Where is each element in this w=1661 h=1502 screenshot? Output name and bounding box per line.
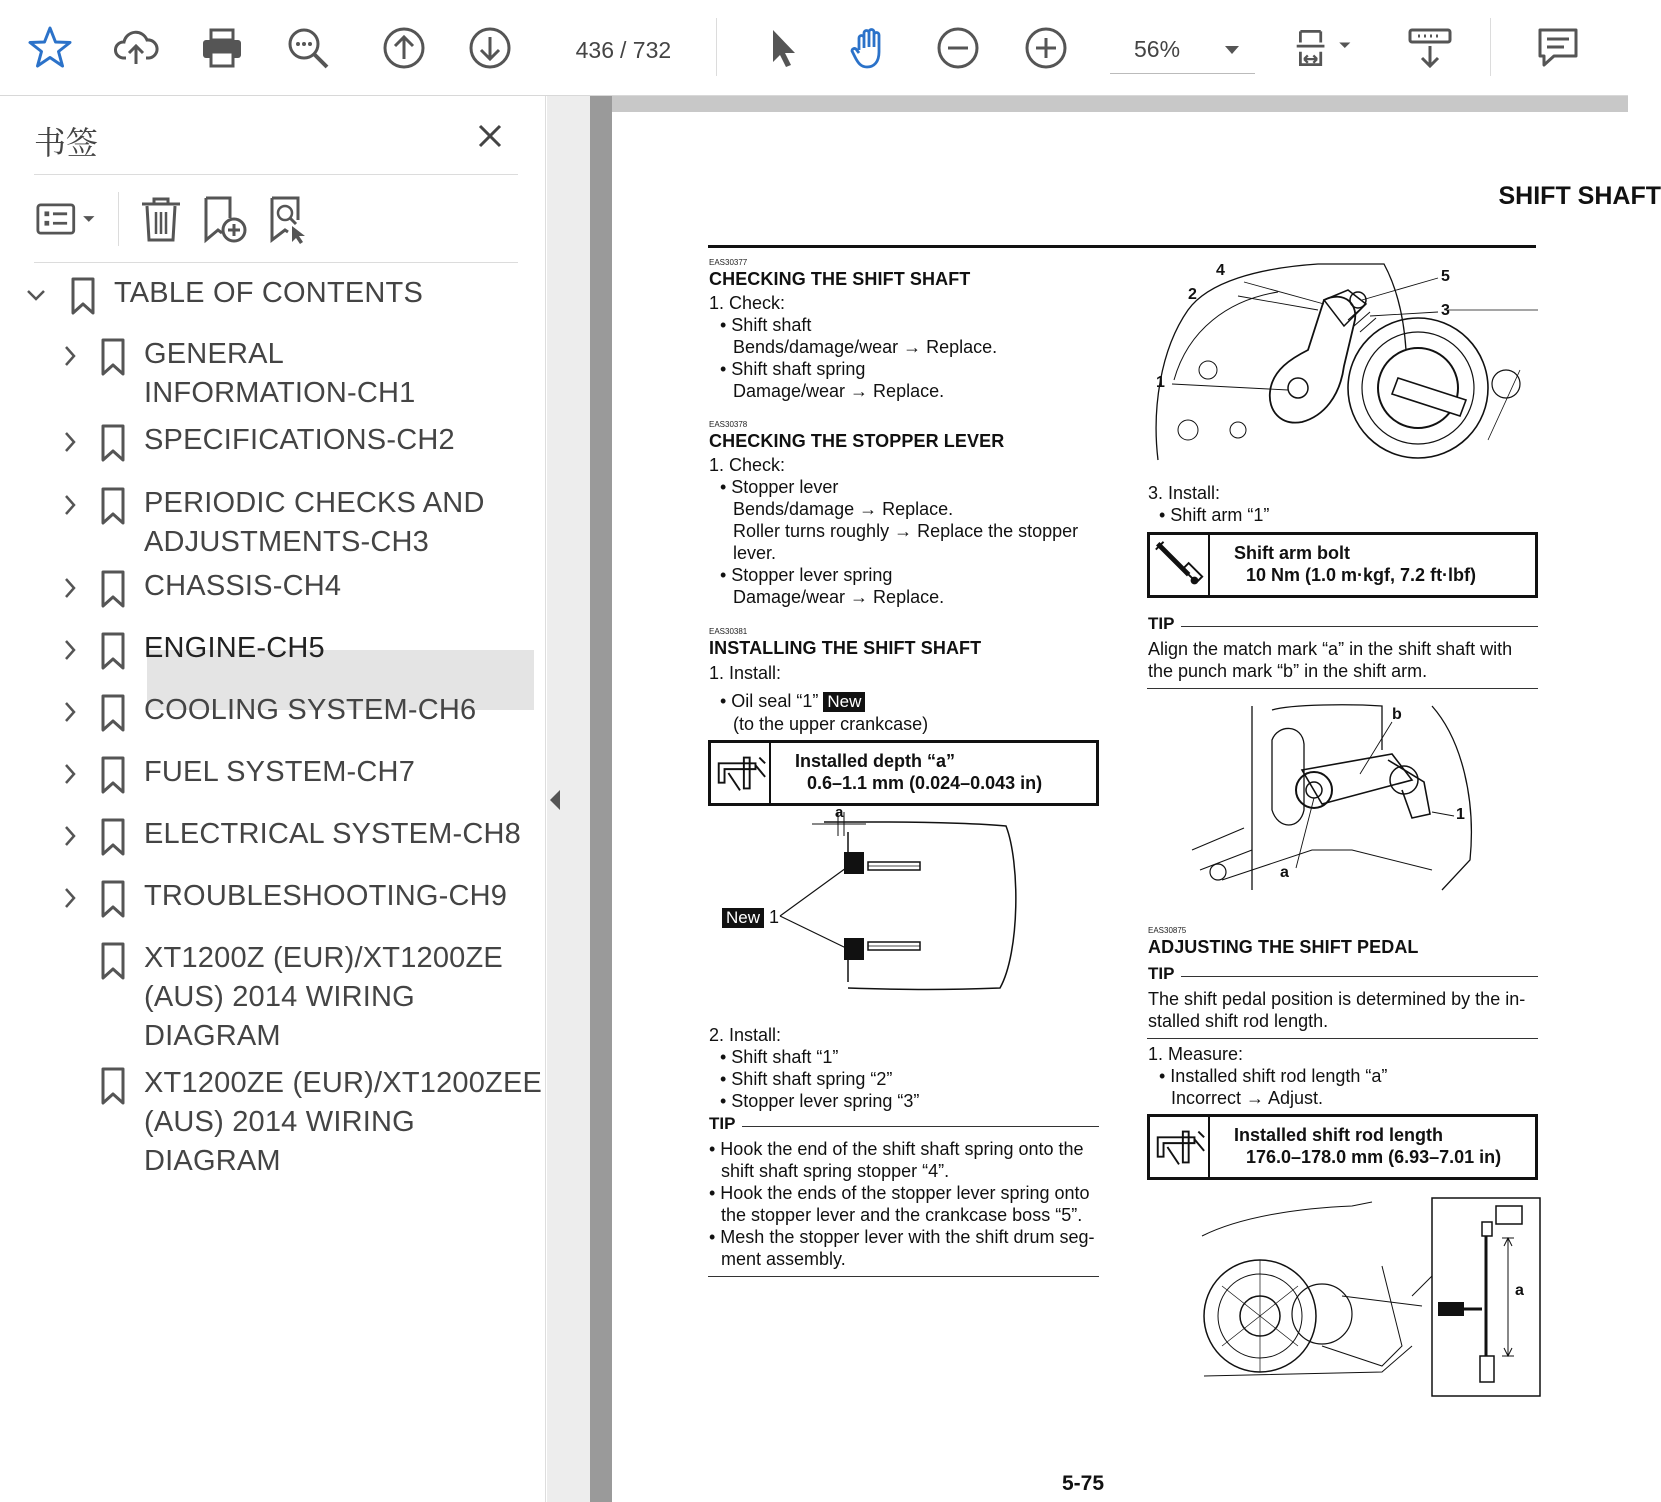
tip-rule xyxy=(1147,1038,1538,1039)
spec-box xyxy=(1147,532,1538,598)
bookmark-icon xyxy=(100,569,126,609)
bookmark-icon xyxy=(100,337,126,377)
bookmark-item[interactable] xyxy=(0,334,546,409)
bookmark-label: DIAGRAM xyxy=(144,1020,281,1052)
section-heading: INSTALLING THE SHIFT SHAFT xyxy=(709,638,982,658)
title-rule xyxy=(708,245,1536,248)
chevron-right-icon[interactable] xyxy=(58,493,82,517)
shift-shaft-diagram xyxy=(1148,260,1538,472)
new-part-badge: New xyxy=(823,692,865,712)
text-line: shift shaft spring stopper “4”. xyxy=(721,1161,950,1181)
zoom-select[interactable] xyxy=(1110,28,1255,74)
bookmark-label: XT1200ZE (EUR)/XT1200ZEE xyxy=(144,1067,543,1099)
zoom-value: 56% xyxy=(1134,36,1181,62)
bookmark-icon xyxy=(100,631,126,671)
bookmark-label: PERIODIC CHECKS AND xyxy=(144,487,485,519)
page-total: / 732 xyxy=(620,37,672,63)
star-icon[interactable] xyxy=(24,22,76,74)
text-line: • Stopper lever spring xyxy=(720,565,893,585)
section-heading: CHECKING THE STOPPER LEVER xyxy=(709,431,1005,451)
text-line: (to the upper crankcase) xyxy=(733,714,929,734)
chevron-down-icon xyxy=(1225,46,1239,54)
fig-label xyxy=(722,906,779,928)
comment-icon[interactable] xyxy=(1532,22,1584,74)
toolbar xyxy=(0,0,1628,96)
bookmark-label: XT1200Z (EUR)/XT1200ZE xyxy=(144,942,503,974)
bookmark-options-icon[interactable] xyxy=(34,192,104,246)
pdf-page xyxy=(612,112,1661,1502)
text-line: 1. Measure: xyxy=(1148,1044,1244,1064)
chevron-right-icon[interactable] xyxy=(58,824,82,848)
scroll-mode-icon[interactable] xyxy=(1404,22,1456,74)
spec-label: Installed depth “a” xyxy=(795,751,956,771)
page-edge xyxy=(590,96,612,1502)
bookmark-label: COOLING SYSTEM-CH6 xyxy=(144,694,477,726)
panel-title: 书签 xyxy=(34,125,99,161)
bookmark-label: TROUBLESHOOTING-CH9 xyxy=(144,880,508,912)
divider xyxy=(34,262,518,263)
fig-callout: a xyxy=(1515,1282,1524,1299)
fig-callout: a xyxy=(1280,864,1289,881)
chevron-right-icon[interactable] xyxy=(58,762,82,786)
bookmark-label: (AUS) 2014 WIRING xyxy=(144,981,415,1013)
tip-rule xyxy=(1147,688,1538,689)
text-line: • Mesh the stopper lever with the shift drum seg- xyxy=(709,1227,1095,1247)
bookmark-label: ENGINE-CH5 xyxy=(144,632,325,664)
tip-label: TIP xyxy=(1148,964,1175,983)
chevron-right-icon[interactable] xyxy=(58,430,82,454)
close-icon[interactable] xyxy=(470,116,510,156)
chevron-right-icon[interactable] xyxy=(58,638,82,662)
text-line: • Stopper lever xyxy=(720,477,839,497)
zoom-out-icon[interactable] xyxy=(932,22,984,74)
text-line: Bends/damage → Replace. xyxy=(733,499,954,519)
text-line: • Shift shaft spring xyxy=(720,359,866,379)
text-line: • Installed shift rod length “a” xyxy=(1159,1066,1388,1086)
bookmark-label: TABLE OF CONTENTS xyxy=(114,277,424,309)
zoom-in-icon[interactable] xyxy=(1020,22,1072,74)
bookmark-label: INFORMATION-CH1 xyxy=(144,377,416,409)
bookmark-item[interactable] xyxy=(0,876,546,922)
fig-callout: 5 xyxy=(1441,268,1450,285)
bookmark-item[interactable] xyxy=(0,483,546,558)
new-part-badge: New xyxy=(722,908,764,928)
page-down-icon[interactable] xyxy=(464,22,516,74)
select-cursor-icon[interactable] xyxy=(756,22,808,74)
chevron-right-icon[interactable] xyxy=(58,886,82,910)
text-line: 1. Check: xyxy=(709,455,786,475)
tip-rule xyxy=(742,1126,1099,1127)
spec-label: Shift arm bolt xyxy=(1234,543,1350,563)
torque-wrench-icon xyxy=(1150,535,1210,595)
caliper-icon xyxy=(1150,1117,1210,1177)
tip-rule xyxy=(1181,626,1538,627)
hand-tool-icon[interactable] xyxy=(844,22,896,74)
text-line: Bends/damage/wear → Replace. xyxy=(733,337,998,357)
bookmark-item[interactable] xyxy=(0,938,546,1052)
bookmark-item[interactable] xyxy=(0,566,546,612)
bookmark-item[interactable] xyxy=(0,752,546,798)
bookmark-label: CHASSIS-CH4 xyxy=(144,570,342,602)
fig-callout: 1 xyxy=(769,907,780,927)
text-line: lever. xyxy=(733,543,777,563)
text-line: Incorrect → Adjust. xyxy=(1171,1088,1324,1108)
text-line: • Stopper lever spring “3” xyxy=(720,1091,920,1111)
text-line: • Shift shaft spring “2” xyxy=(720,1069,893,1089)
fig-callout: 4 xyxy=(1216,262,1225,279)
text-line: the stopper lever and the crankcase boss “5”. xyxy=(721,1205,1083,1225)
bookmark-item[interactable] xyxy=(0,814,546,860)
bookmark-icon xyxy=(100,817,126,857)
chevron-down-icon[interactable] xyxy=(24,283,48,307)
spec-box xyxy=(1147,1114,1538,1180)
text-line: Damage/wear → Replace. xyxy=(733,587,945,607)
bookmark-icon xyxy=(70,276,96,316)
section-heading: CHECKING THE SHIFT SHAFT xyxy=(709,269,971,289)
shift-pedal-diagram xyxy=(1182,1196,1542,1406)
delete-icon[interactable] xyxy=(136,192,186,246)
spec-box xyxy=(708,740,1099,806)
fig-callout: 1 xyxy=(1156,374,1165,391)
fit-page-icon[interactable] xyxy=(1290,22,1370,74)
bookmark-item[interactable] xyxy=(0,420,546,466)
tool-separator xyxy=(118,192,119,246)
bookmark-label: SPECIFICATIONS-CH2 xyxy=(144,424,455,456)
toolbar-separator xyxy=(716,18,717,76)
tip-label: TIP xyxy=(1148,614,1175,633)
section-code: EAS30875 xyxy=(1148,926,1187,935)
text-line: • Shift shaft “1” xyxy=(720,1047,839,1067)
page-up-icon[interactable] xyxy=(378,22,430,74)
bookmark-label: ELECTRICAL SYSTEM-CH8 xyxy=(144,818,521,850)
fig-callout: 1 xyxy=(1456,806,1465,823)
add-bookmark-icon[interactable] xyxy=(200,192,250,246)
text-line: • Hook the ends of the stopper lever spring onto xyxy=(709,1183,1090,1203)
tip-rule xyxy=(708,1276,1099,1277)
page-title: SHIFT SHAFT xyxy=(1498,182,1661,210)
bookmarks-panel xyxy=(0,96,546,1502)
spec-value: 10 Nm (1.0 m·kgf, 7.2 ft·lbf) xyxy=(1246,565,1477,585)
oil-seal-text: • Oil seal “1” xyxy=(720,691,819,711)
page-number: 5-75 xyxy=(1062,1472,1105,1495)
find-bookmark-icon[interactable] xyxy=(264,192,314,246)
zoom-search-icon[interactable] xyxy=(282,22,334,74)
text-line: Roller turns roughly → Replace the stopper xyxy=(733,521,1079,541)
text-line: The shift pedal position is determined by the in- xyxy=(1148,989,1526,1009)
chevron-right-icon[interactable] xyxy=(58,700,82,724)
bookmark-icon xyxy=(100,879,126,919)
divider xyxy=(34,174,518,175)
bookmark-icon xyxy=(100,486,126,526)
bookmark-label: ADJUSTMENTS-CH3 xyxy=(144,526,429,558)
section-code: EAS30381 xyxy=(709,627,748,636)
bookmark-item[interactable] xyxy=(0,690,546,736)
bookmark-label: DIAGRAM xyxy=(144,1145,281,1177)
spec-value: 176.0–178.0 mm (6.93–7.01 in) xyxy=(1246,1147,1502,1167)
fig-callout: 3 xyxy=(1441,302,1450,319)
text-line: 1. Install: xyxy=(709,663,782,683)
fig-callout: b xyxy=(1392,706,1402,723)
section-heading: ADJUSTING THE SHIFT PEDAL xyxy=(1148,937,1419,957)
spec-label: Installed shift rod length xyxy=(1234,1125,1444,1145)
bookmark-icon xyxy=(100,941,126,981)
text-line: • Shift shaft xyxy=(720,315,812,335)
text-line: Align the match mark “a” in the shift shaft with xyxy=(1148,639,1513,659)
cloud-upload-icon[interactable] xyxy=(110,22,162,74)
text-line: the punch mark “b” in the shift arm. xyxy=(1148,661,1428,681)
text-line: 2. Install: xyxy=(709,1025,782,1045)
oil-seal-diagram xyxy=(708,802,1038,1012)
bookmark-label: FUEL SYSTEM-CH7 xyxy=(144,756,416,788)
text-line: • Hook the end of the shift shaft spring onto the xyxy=(709,1139,1084,1159)
tip-rule xyxy=(1181,976,1538,977)
spec-value: 0.6–1.1 mm (0.024–0.043 in) xyxy=(807,773,1043,793)
toolbar-separator xyxy=(1490,18,1491,76)
bookmark-item[interactable] xyxy=(0,628,546,674)
text-line: 3. Install: xyxy=(1148,483,1221,503)
bookmark-item[interactable] xyxy=(0,273,546,319)
bookmark-icon xyxy=(100,423,126,463)
print-icon[interactable] xyxy=(196,22,248,74)
bookmark-item[interactable] xyxy=(0,1063,546,1177)
bookmark-icon xyxy=(100,1066,126,1106)
chevron-right-icon[interactable] xyxy=(58,344,82,368)
bookmark-icon xyxy=(100,755,126,795)
bookmark-label: GENERAL xyxy=(144,338,284,370)
tip-label: TIP xyxy=(709,1114,736,1133)
shift-arm-diagram xyxy=(1192,700,1512,900)
text-line: Damage/wear → Replace. xyxy=(733,381,945,401)
text-line: 1. Check: xyxy=(709,293,786,313)
bookmark-icon xyxy=(100,693,126,733)
fig-callout: 2 xyxy=(1188,286,1197,303)
text-line: stalled shift rod length. xyxy=(1148,1011,1329,1031)
text-line xyxy=(720,690,865,712)
fig-label: a xyxy=(835,804,844,821)
page-number-input[interactable]: 436 xyxy=(575,37,614,63)
collapse-panel-icon[interactable] xyxy=(548,784,562,816)
text-line: ment assembly. xyxy=(721,1249,846,1269)
bookmark-label: (AUS) 2014 WIRING xyxy=(144,1106,415,1138)
page-edge-top xyxy=(612,96,1628,112)
text-line: • Shift arm “1” xyxy=(1159,505,1270,525)
chevron-right-icon[interactable] xyxy=(58,576,82,600)
section-code: EAS30378 xyxy=(709,420,748,429)
caliper-icon xyxy=(711,743,771,803)
section-code: EAS30377 xyxy=(709,258,748,267)
